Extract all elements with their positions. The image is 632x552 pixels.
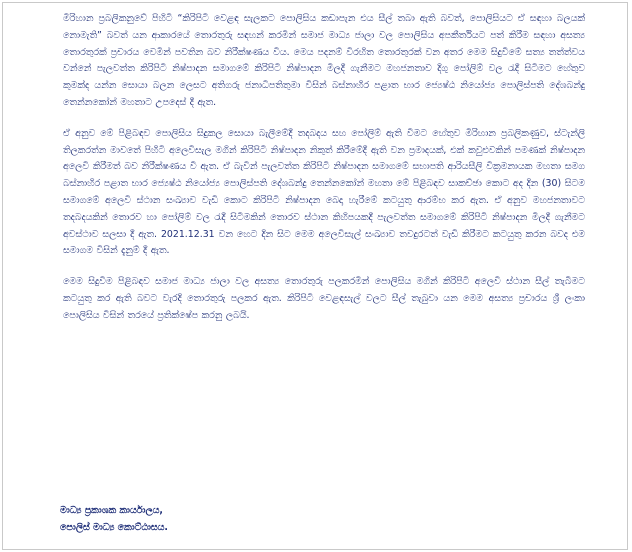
signature-block — [60, 502, 168, 536]
signature-office: මාධ්‍ය ප්‍රකාශක කාර්යාලය, — [60, 505, 163, 516]
document-frame — [2, 2, 628, 550]
press-release-body — [63, 11, 585, 325]
paragraph-2: ඒ අනුව මේ පිළිබඳව පොලිසිය සිදුකල සොයා බැලීමේදී තදබදය සහ පෝලිම් ඇති වීමට හේතුව මිරිහාන ප්‍රබලිකණුව, ස්ටැන්ලි තිලකරත්න මාවතේ පිහිටි අලෙවිසැල මගින් කිරිපිටි නිෂ්පාදන නිකුත් කිරීමේදී ඇති වන ප්‍රමාදයක්, එක් කවුළුවකින් පමණක් නිෂ්පාදන අලෙවි කිරීමත් බව නිරීක්ෂණය වී ඇත. ඒ බැවින් පැලවත්ත කිරිපිටි නිෂ්පාදන සමාගමේ සභාපති ආරියසීලි වික්‍රමනායක මහතා සමග බස්නාහිර පළාත භාර ජ්‍යෙෂ්ඨ නියෝජ්‍ය පොලිස්පති දේශබන්දු තෙන්නකෝන් මහතා මේ පිළිබඳව සාකච්ඡා කොට අද දින (30) සිටම සමාගමේ අලෙවි ස්ථාන සංඛ්‍යාව වැඩි කොට කිරිපිටි නිෂ්පාදන බෙදා හැරීමේ කටයුතු ආරම්භ කර ඇත. ඒ අනුව මහජනතාවට තදබදයකින් තොරව හා පෝලිම් වල රැදී සිටීමකින් තොරව ස්ථාන කිහිපයකදී පැලවත්ත සමාගමේ කිරිපිටි නිෂ්පාදන මිලදී ගැනීමට අවස්ථාව සලසා දී ඇත. 2021.12.31 වන හෙට දින සිට මෙම අලෙවිසැල් සංඛ්‍යාව තවදුරටත් වැඩි කිරීමට කටයුතු කරන බවද එම සමාගම විසින් දැනුම් දී ඇත. — [63, 127, 585, 257]
paragraph-1: මිරිහාන ප්‍රබලිකනුවේ පිහිටි “කිරිපිටි වෙළඳ සැලකට පොලිසිය කඩාපැන එය සීල් තබා ඇති බවත්, පොලිසියට ඒ සඳහා බලයක් නොමැති” බවත් යන ආකාරයේ තොරතුරු සඳහන් කරමින් සමාජ මාධ්‍ය ජාලා වල පොලිසිය අපකීර්තියට පත් කිරීම සඳහා අසත්‍ය තොරතුරක් ප්‍රචාරය වෙමින් පවතින බව නිරීක්ෂණය විය. මෙය පදනම් විරහිත තොරතුරක් වන අතර මෙම සිදුවීමේ සත්‍ය තත්ත්වය වන්නේ පැලවත්ත කිරිපිටි නිෂ්පාදන සමාගමේ කිරිපිටි නිෂ්පාදන මිලදී ගැනීමට මහජනතාව දිගු පෝලිම් වල රැදී සිටීමට හේතුව කුමක්ද යන්න සොයා බලන ලෙසට අතිගරු ජනාධිපතිතුමා විසින් බස්නාහිර පළාත භාර ජ්‍යෙෂ්ඨ නියෝජ්‍ය පොලිස්පති දේශබන්දු තෙන්නකෝන් මහතාට උපදෙස් දී ඇත. — [63, 13, 585, 108]
signature-division: පොලිස් මාධ්‍ය කොට්ඨාසය. — [60, 522, 168, 533]
paragraph-3: මෙම සිදුවීම පිළිබඳව සමාජ මාධ්‍ය ජාලා වල අසත්‍ය තොරතුරු පලකරමින් පොලිසිය මගින් කිරිපිටි අලෙවි ස්ථාන සීල් තැබීමට කටයුතු කර ඇති බවට වැරදි තොරතුරු පලකර ඇත. කිරිපිටි වෙළඳසැල් වලට සීල් තැබුවා යන මෙම අසත්‍ය ප්‍රචාරය ශ්‍රී ලංකා පොලිසිය විසින් තරයේ ප්‍රතික්ෂේප කරනු ලබයි. — [63, 276, 585, 321]
